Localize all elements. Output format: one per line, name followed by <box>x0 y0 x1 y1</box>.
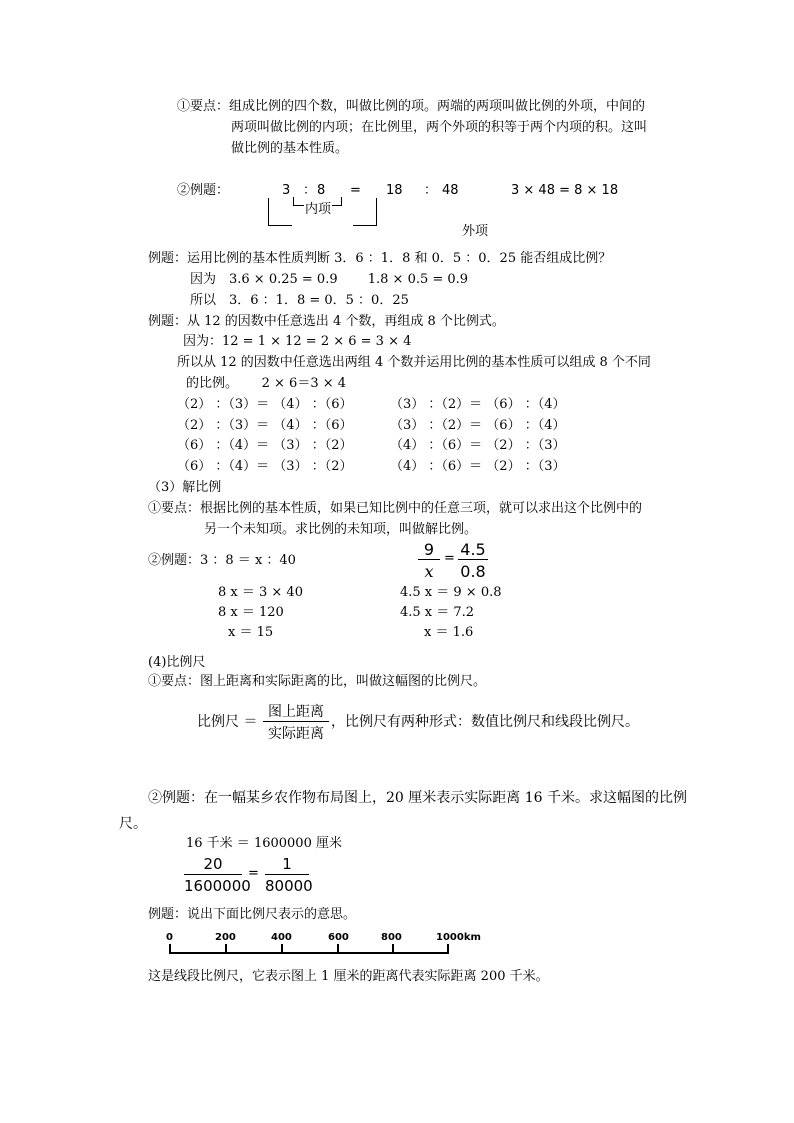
inner-terms-label: 内项 <box>305 202 332 217</box>
scale-fraction1-bar <box>184 874 242 875</box>
right-step-2: 4.5 x ＝ 7.2 <box>400 605 475 620</box>
section4-point: ①要点：图上距离和实际距离的比，叫做这幅图的比例尺。 <box>148 674 487 689</box>
scale-formula-bar <box>263 721 329 722</box>
section4-example2: 例题：说出下面比例尺表示的意思。 <box>148 907 357 922</box>
ratio-term-d: 48 <box>442 183 459 198</box>
example1-because: 因为 3.6 × 0.25 = 0.9 1.8 × 0.5 = 0.9 <box>190 272 469 287</box>
scale-tick-400 <box>281 944 283 954</box>
example1-question: 例题：运用比例的基本性质判断 3．6 ：1．8 和 0．5 ：0．25 能否组成比例？ <box>148 251 612 266</box>
scale-formula-numerator: 图上距离 <box>268 704 324 720</box>
scale-baseline <box>169 952 449 954</box>
section4-example-2: 尺。 <box>119 816 147 832</box>
fraction-right-denominator: 0.8 <box>460 562 486 581</box>
inner-bracket-right <box>341 197 342 206</box>
scale-fraction1-denominator: 1600000 <box>184 877 251 895</box>
scale-formula-tail: ，比例尺有两种形式：数值比例尺和线段比例尺。 <box>331 714 639 730</box>
scale-label-0: 0 <box>166 932 173 943</box>
proportion-right-row-2: （3） ：（2）＝ （6） ：（4） <box>390 418 566 433</box>
scale-fraction2-bar <box>265 874 309 875</box>
ratio-equals: = <box>350 183 361 198</box>
ratio-colon-1: ： <box>303 183 317 198</box>
point-line-3: 做比例的基本性质。 <box>231 141 349 156</box>
section3-heading: （3）解比例 <box>148 480 222 495</box>
outer-bracket-right <box>376 198 377 226</box>
ratio-term-a: 3 <box>282 183 291 198</box>
proportion-right-row-3: （4） ：（6）＝ （2） ：（3） <box>390 438 566 453</box>
section3-point-1: ①要点：根据比例的基本性质，如果已知比例中的任意三项，就可以求出这个比例中的 <box>148 501 643 516</box>
left-step-2: 8 x ＝ 120 <box>218 605 284 620</box>
scale-label-800: 800 <box>381 932 402 943</box>
outer-bracket-left-foot <box>268 225 292 226</box>
outer-bracket-left <box>268 198 269 226</box>
scale-tick-0 <box>169 944 171 954</box>
fraction-left-denominator: x <box>424 562 434 581</box>
scale-label-1000km: 1000km <box>436 932 481 943</box>
example1-therefore: 所以 3．6 ：1．8 = 0．5 ：0．25 <box>190 293 409 308</box>
unit-conversion: 16 千米 ＝ 1600000 厘米 <box>186 836 342 851</box>
section3-point-2: 另一个未知项。求比例的未知项，叫做解比例。 <box>204 522 478 537</box>
left-step-1: 8 x ＝ 3 × 40 <box>218 585 303 600</box>
scale-tick-800 <box>392 944 394 954</box>
ratio-term-c: 18 <box>386 183 403 198</box>
fraction-equals: = <box>444 551 455 566</box>
example2-therefore: 所以从 12 的因数中任意选出两组 4 个数并运用比例的基本性质可以组成 8 个不同 <box>177 355 651 370</box>
proportion-right-row-1: （3） ：（2）＝ （6） ：（4） <box>390 397 566 412</box>
point-line-2: 两项叫做比例的内项；在比例里，两个外项的积等于两个内项的积。这叫 <box>231 120 648 135</box>
scale-fraction2-numerator: 1 <box>282 855 292 873</box>
scale-fraction-equals: = <box>248 866 259 881</box>
scale-label-400: 400 <box>271 932 292 943</box>
ratio-colon-2: ： <box>424 183 438 198</box>
proportion-left-row-4: （6） ：（4）＝ （3） ：（2） <box>177 459 353 474</box>
scale-label-200: 200 <box>215 932 236 943</box>
left-step-3: x ＝ 15 <box>228 625 274 640</box>
proportion-left-row-1: （2） ：（3）＝ （4） ：（6） <box>177 397 353 412</box>
proportion-right-row-4: （4） ：（6）＝ （2） ：（3） <box>390 459 566 474</box>
example-label: ②例题： <box>177 183 230 198</box>
section4-example-1: ②例题：在一幅某乡农作物布局图上，20 厘米表示实际距离 16 千米。求这幅图的比例 <box>148 790 687 806</box>
scale-label-600: 600 <box>328 932 349 943</box>
proportion-left-row-3: （6） ：（4）＝ （3） ：（2） <box>177 438 353 453</box>
scale-fraction2-denominator: 80000 <box>265 877 313 895</box>
scale-formula-label: 比例尺 ＝ <box>197 714 258 730</box>
right-step-1: 4.5 x ＝ 9 × 0.8 <box>400 585 502 600</box>
scale-tick-1000 <box>447 944 449 954</box>
fraction-right-bar <box>458 559 488 560</box>
right-step-3: x ＝ 1.6 <box>424 625 474 640</box>
proportion-left-row-2: （2） ：（3）＝ （4） ：（6） <box>177 418 353 433</box>
scale-tick-600 <box>337 944 339 954</box>
ratio-term-b: 8 <box>317 183 326 198</box>
fraction-left-bar <box>418 559 440 560</box>
outer-bracket-right-foot <box>353 225 377 226</box>
example2-question: 例题：从 12 的因数中任意选出 4 个数，再组成 8 个比例式。 <box>148 314 505 329</box>
section3-example: ②例题：3 ：8 ＝ x ：40 <box>148 553 296 568</box>
scale-tick-200 <box>225 944 227 954</box>
example2-therefore-cont: 的比例。 2 × 6＝3 × 4 <box>186 376 347 391</box>
section4-heading: (4)比例尺 <box>148 655 206 670</box>
section4-conclusion: 这是线段比例尺，它表示图上 1 厘米的距离代表实际距离 200 千米。 <box>148 969 549 984</box>
scale-fraction1-numerator: 20 <box>203 855 223 873</box>
point-line-1: ①要点：组成比例的四个数，叫做比例的项。两端的两项叫做比例的外项，中间的 <box>177 99 646 114</box>
scale-formula-denominator: 实际距离 <box>268 726 324 742</box>
linear-scale-bar <box>160 928 490 958</box>
fraction-right-numerator: 4.5 <box>460 540 486 559</box>
fraction-left-numerator: 9 <box>423 540 435 559</box>
outer-terms-label: 外项 <box>462 224 489 239</box>
product-equation: 3 × 48 = 8 × 18 <box>511 183 619 198</box>
example2-because: 因为：12 = 1 × 12 = 2 × 6 = 3 × 4 <box>183 334 412 349</box>
